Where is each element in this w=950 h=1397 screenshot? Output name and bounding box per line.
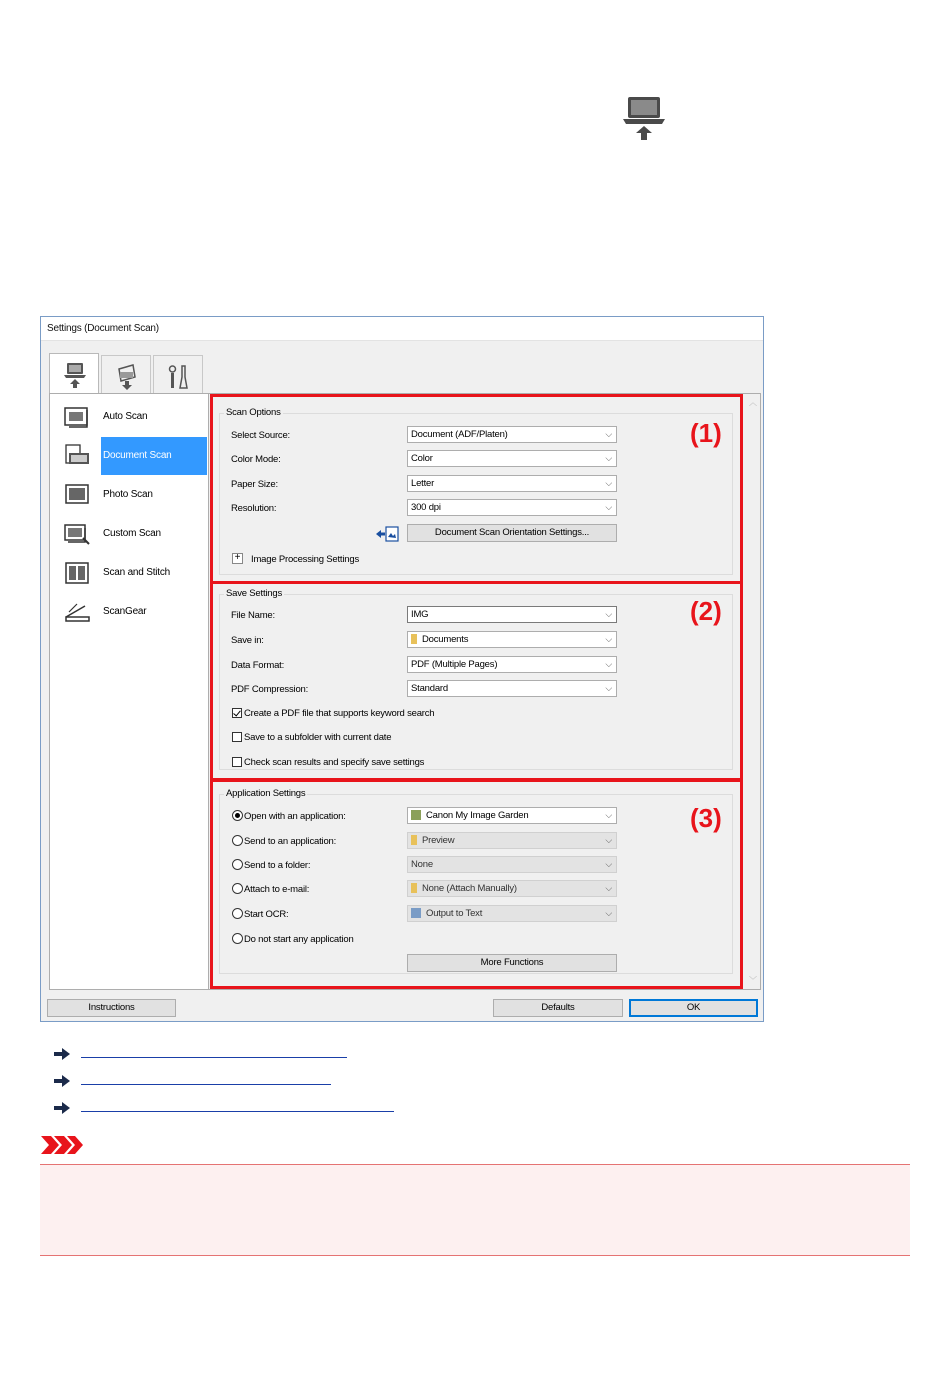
ok-button[interactable]: OK [629, 999, 758, 1017]
settings-content-panel [209, 393, 761, 990]
settings-dialog [40, 316, 764, 1022]
sidebar-item-scangear[interactable] [50, 593, 208, 631]
send-to-application-value: Preview [422, 835, 455, 846]
attach-to-email-value: None (Attach Manually) [422, 883, 517, 894]
scroll-up-icon[interactable]: ︿ [749, 398, 757, 407]
sidebar-item-label: Photo Scan [103, 489, 153, 500]
scroll-down-icon[interactable]: ﹀ [749, 976, 757, 985]
scan-from-computer-icon [61, 361, 89, 389]
chevron-down-icon: ⌵ [605, 810, 612, 820]
chevron-down-icon: ⌵ [605, 502, 612, 512]
paper-size-value: Letter [411, 478, 435, 489]
subfolder-label: Save to a subfolder with current date [244, 732, 392, 743]
highlight-marker-2: (2) [690, 596, 722, 626]
highlight-box-1 [210, 394, 743, 584]
sidebar-item-label: Scan and Stitch [103, 567, 171, 578]
dialog-title-bar [41, 317, 763, 341]
select-source-label: Select Source: [231, 430, 290, 441]
tab-general-settings[interactable] [153, 355, 203, 393]
auto-scan-icon [63, 405, 91, 429]
tab-scan-from-operation-panel[interactable] [101, 355, 151, 393]
expand-plus-icon[interactable]: + [232, 553, 243, 564]
arrow-right-icon [54, 1075, 70, 1087]
sidebar-item-custom-scan[interactable] [50, 515, 208, 553]
resolution-label: Resolution: [231, 503, 277, 514]
file-name-label: File Name: [231, 610, 275, 621]
sidebar-item-auto-scan[interactable] [50, 398, 208, 436]
scan-from-computer-icon [619, 93, 669, 143]
link-underline[interactable] [81, 1111, 394, 1112]
send-to-folder-label: Send to a folder: [244, 860, 311, 871]
sidebar-item-label: Document Scan [101, 437, 207, 475]
application-settings-title: Application Settings [226, 788, 306, 799]
sidebar-item-label: Auto Scan [103, 411, 148, 422]
important-chevrons-icon [41, 1136, 85, 1154]
send-to-application-label: Send to an application: [244, 836, 337, 847]
file-name-value: IMG [411, 609, 429, 620]
arrow-right-icon [54, 1048, 70, 1060]
save-in-value: Documents [422, 634, 469, 645]
highlight-box-3 [210, 779, 743, 989]
chevron-down-icon: ⌵ [605, 609, 612, 619]
general-settings-icon [165, 363, 193, 391]
photo-scan-icon [63, 483, 91, 507]
pdf-compression-value: Standard [411, 683, 448, 694]
scan-from-operation-panel-icon [113, 363, 141, 391]
open-with-application-value: Canon My Image Garden [426, 810, 529, 821]
document-scan-orientation-settings-button[interactable]: Document Scan Orientation Settings... [407, 524, 617, 542]
important-notice-box [40, 1164, 910, 1256]
sidebar-item-label: Custom Scan [103, 528, 161, 539]
chevron-down-icon: ⌵ [605, 908, 612, 918]
pdf-compression-label: PDF Compression: [231, 684, 309, 695]
dialog-title: Settings (Document Scan) [47, 323, 159, 334]
link-row-3[interactable] [54, 1100, 414, 1116]
scan-options-title: Scan Options [226, 407, 281, 418]
save-in-label: Save in: [231, 635, 264, 646]
select-source-value: Document (ADF/Platen) [411, 429, 508, 440]
data-format-value: PDF (Multiple Pages) [411, 659, 498, 670]
link-row-2[interactable] [54, 1073, 354, 1089]
chevron-down-icon: ⌵ [605, 634, 612, 644]
highlight-marker-1: (1) [690, 418, 722, 448]
keyword-search-label: Create a PDF file that supports keyword search [244, 708, 435, 719]
highlight-box-2 [210, 581, 743, 781]
content-scrollbar[interactable] [747, 394, 760, 989]
data-format-label: Data Format: [231, 660, 285, 671]
do-not-start-application-label: Do not start any application [244, 934, 354, 945]
defaults-button[interactable]: Defaults [493, 999, 623, 1017]
scangear-icon [63, 600, 91, 624]
chevron-down-icon: ⌵ [605, 453, 612, 463]
resolution-value: 300 dpi [411, 502, 441, 513]
sidebar-item-scan-and-stitch[interactable] [50, 554, 208, 592]
custom-scan-icon [63, 522, 91, 546]
link-underline[interactable] [81, 1057, 347, 1058]
chevron-down-icon: ⌵ [605, 683, 612, 693]
color-mode-value: Color [411, 453, 433, 464]
chevron-down-icon: ⌵ [605, 478, 612, 488]
document-scan-icon [63, 444, 91, 468]
color-mode-label: Color Mode: [231, 454, 281, 465]
instructions-button[interactable]: Instructions [47, 999, 176, 1017]
start-ocr-value: Output to Text [426, 908, 483, 919]
scan-mode-sidebar [49, 393, 209, 990]
chevron-down-icon: ⌵ [605, 883, 612, 893]
chevron-down-icon: ⌵ [605, 429, 612, 439]
arrow-right-icon [54, 1102, 70, 1114]
link-row-1[interactable] [54, 1046, 354, 1062]
link-underline[interactable] [81, 1084, 331, 1085]
chevron-down-icon: ⌵ [605, 835, 612, 845]
chevron-down-icon: ⌵ [605, 659, 612, 669]
paper-size-label: Paper Size: [231, 479, 278, 490]
more-functions-button[interactable]: More Functions [407, 954, 617, 972]
image-processing-settings-label[interactable]: Image Processing Settings [251, 554, 360, 565]
open-with-application-label: Open with an application: [244, 811, 346, 822]
send-to-folder-value: None [411, 859, 433, 870]
save-settings-title: Save Settings [226, 588, 283, 599]
tab-scan-from-computer[interactable] [49, 353, 99, 393]
sidebar-item-label: ScanGear [103, 606, 147, 617]
start-ocr-label: Start OCR: [244, 909, 289, 920]
scan-and-stitch-icon [63, 561, 91, 585]
sidebar-item-document-scan[interactable] [50, 437, 208, 475]
attach-to-email-label: Attach to e-mail: [244, 884, 310, 895]
sidebar-item-photo-scan[interactable] [50, 476, 208, 514]
chevron-down-icon: ⌵ [605, 859, 612, 869]
check-results-label: Check scan results and specify save settings [244, 757, 425, 768]
highlight-marker-3: (3) [690, 803, 722, 833]
